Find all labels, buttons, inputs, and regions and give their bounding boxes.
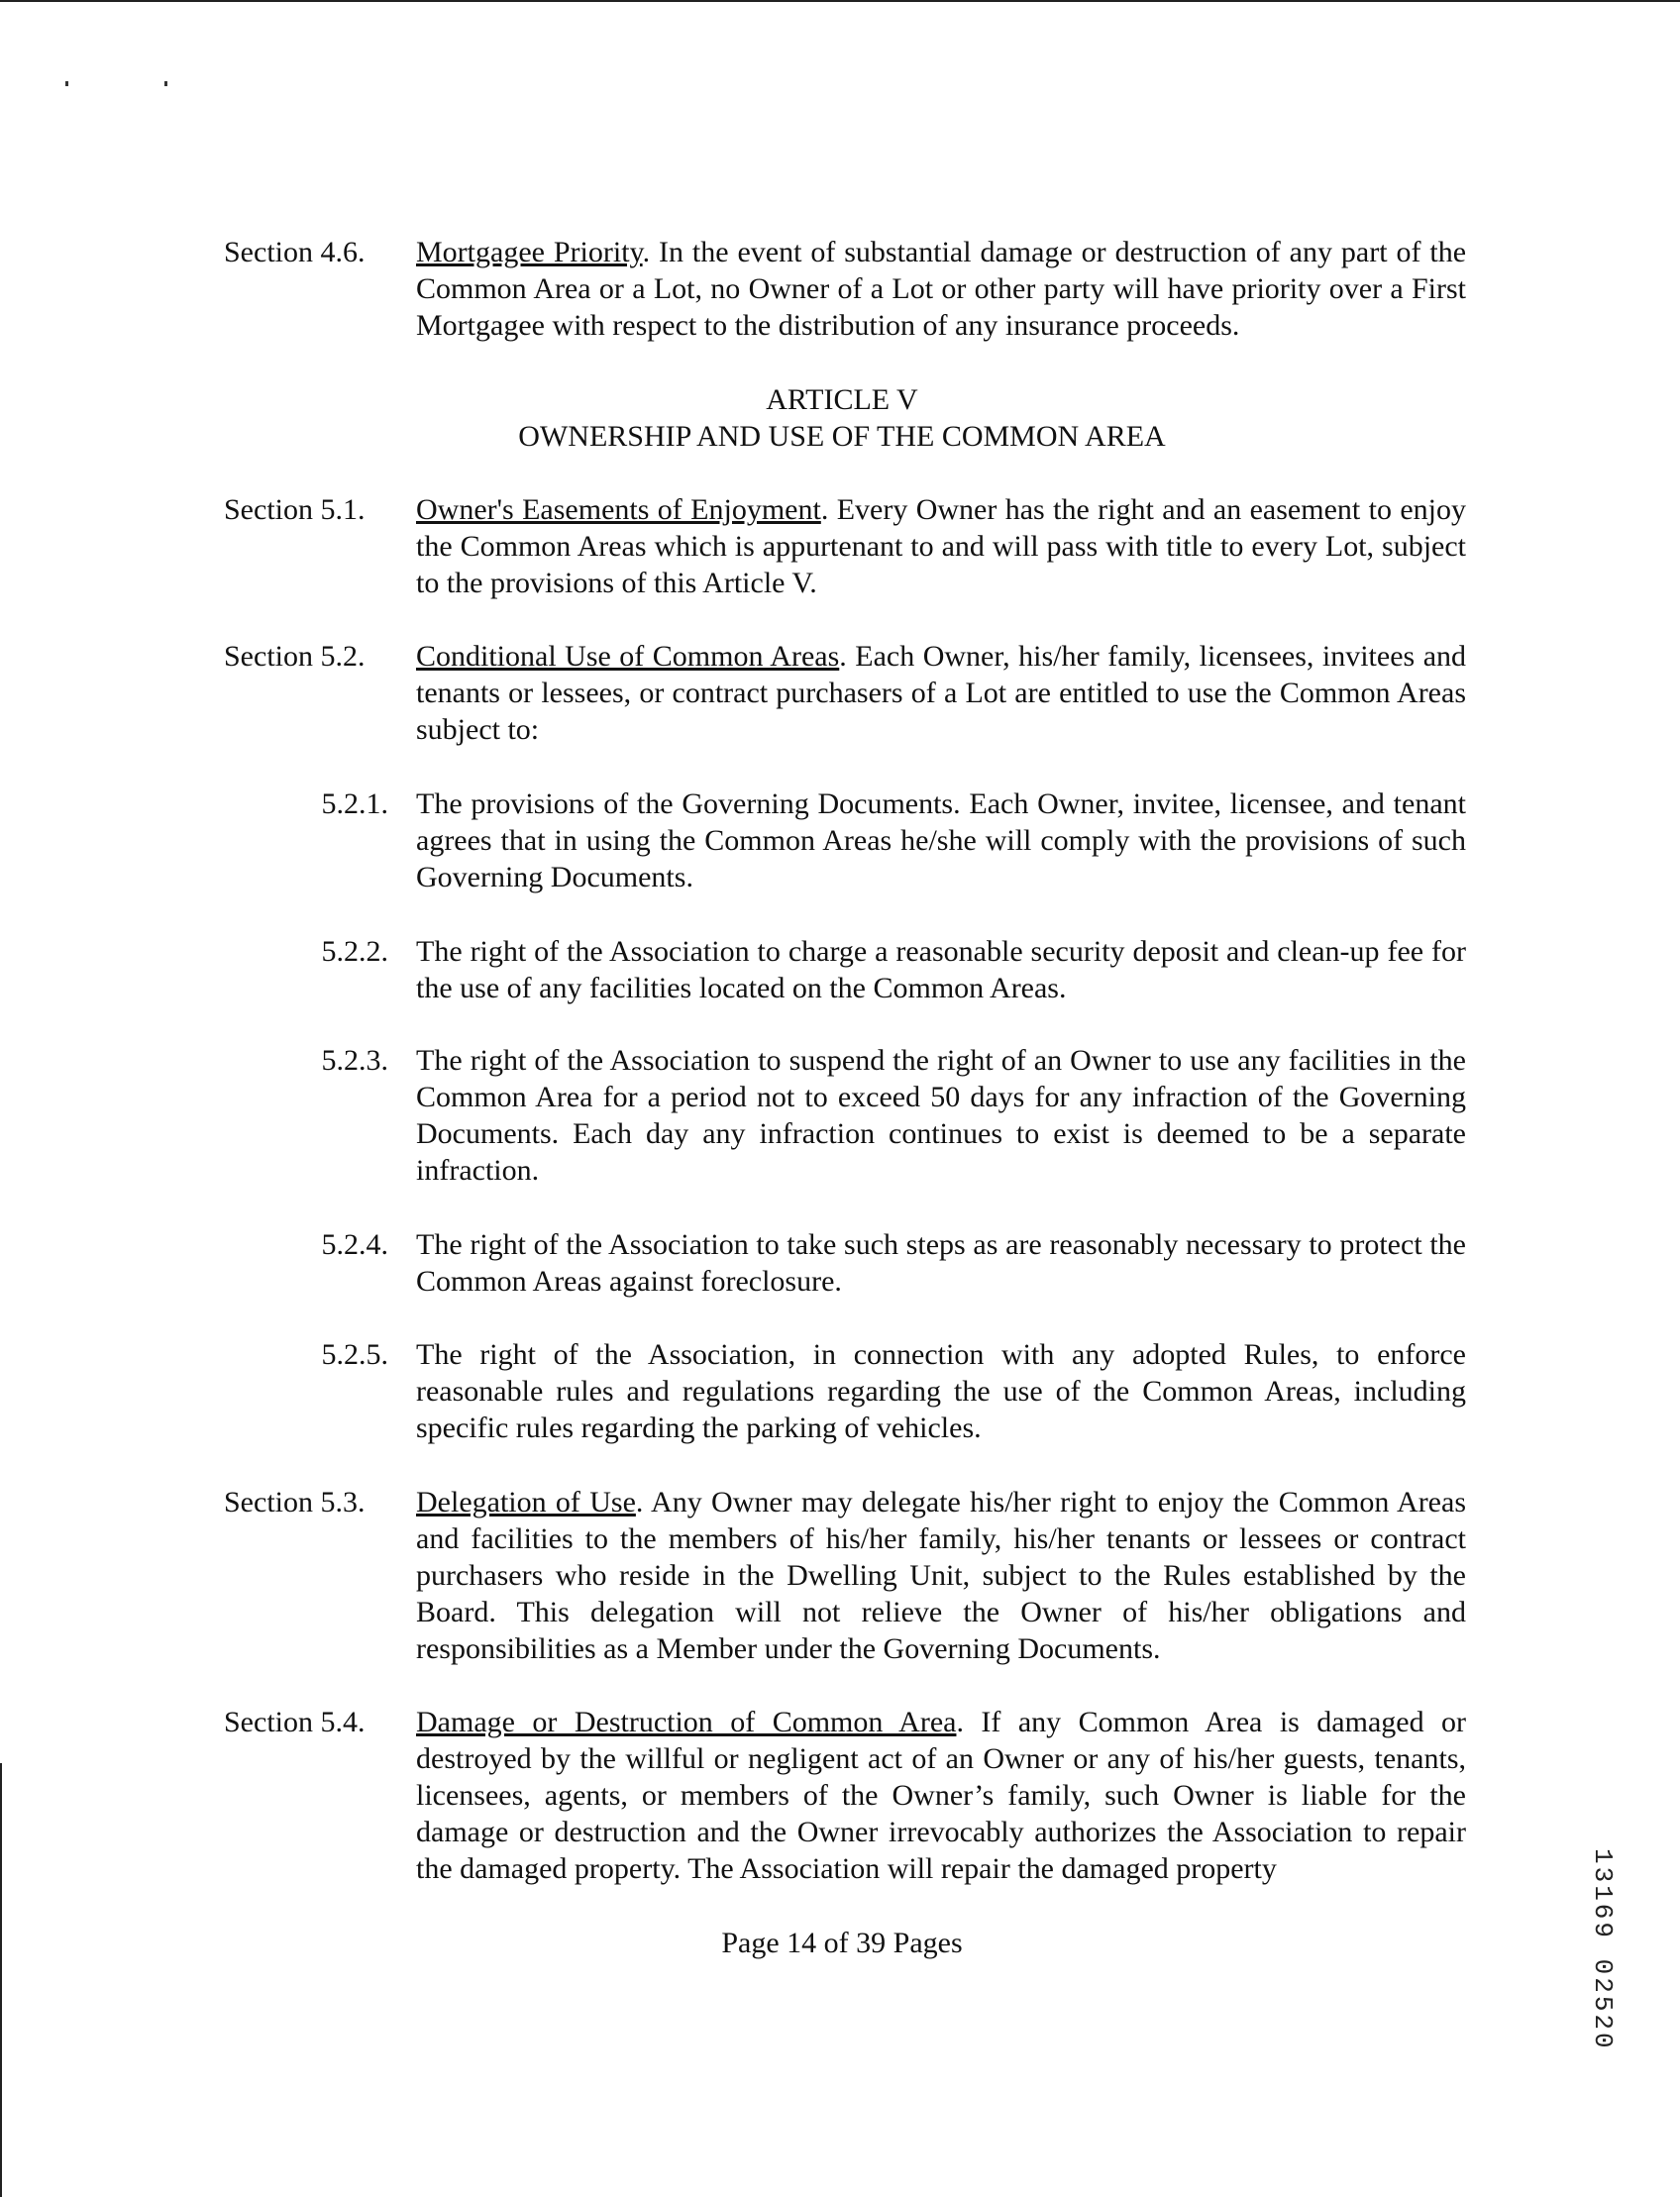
section-text: . If any Common Area is damaged or destroyed by the willful or negligent act of an Owner or any of his/her guests, tenants, licensees, agents, or members of the Owner’s family, such Owner is liable for the damage or destruction and the Owner irrevocably authorizes the Association to repair the damaged property. The Association will repair the damaged property [416, 1706, 1467, 1885]
recording-stamp: 13169 02520 [1588, 1848, 1618, 2051]
subsection-5-2-1 [317, 785, 1466, 895]
section-text: . In the event of substantial damage or destruction of any part of the Common Area or a Lot, no Owner of a Lot or other party will have priority over a First Mortgagee with respect to the distribution of any insurance proceeds. [416, 236, 1467, 342]
section-heading: Delegation of Use [416, 1486, 636, 1518]
article-number: ARTICLE V [766, 383, 918, 416]
scan-speck [65, 81, 68, 86]
scan-left-border [0, 1763, 2, 2197]
subsection-text: The right of the Association to suspend the right of an Owner to use any facilities in the Common Area for a period not to exceed 50 days for any infraction of the Governing Documents. Each day any infraction continues to exist is deemed to be a separate infraction. [416, 1044, 1466, 1187]
section-body [416, 491, 1466, 601]
section-5-3 [224, 1484, 1466, 1667]
section-text: . Any Owner may delegate his/her right to enjoy the Common Areas and facilities to the members of his/her family, his/her tenants or lessees or contract purchasers who reside in the Dwelling Unit, subject to the Rules established by the Board. This delegation will not relieve the Owner of his/her obligations and responsibilities as a Member under the Governing Documents. [416, 1486, 1466, 1665]
subsection-text: The right of the Association to charge a reasonable security deposit and clean-up fee for the use of any facilities located on the Common Areas. [416, 935, 1466, 1004]
article-title: OWNERSHIP AND USE OF THE COMMON AREA [518, 420, 1166, 453]
section-text: . Each Owner, his/her family, licensees, invitees and tenants or lessees, or contract purchasers of a Lot are entitled to use the Common Areas subject to: [416, 640, 1467, 746]
section-label: Section 5.2. [224, 640, 366, 673]
section-text: . Every Owner has the right and an easement to enjoy the Common Areas which is appurtenant to and will pass with title to every Lot, subject to the provisions of this Article V. [416, 493, 1466, 599]
subsection-number: 5.2.2. [321, 935, 388, 968]
scan-top-border [0, 0, 1680, 2]
subsection-number: 5.2.3. [321, 1044, 388, 1077]
subsection-text: The right of the Association, in connection with any adopted Rules, to enforce reasonable rules and regulations regarding the use of the Common Areas, including specific rules regarding the parking of vehicles. [416, 1338, 1466, 1444]
section-label: Section 5.4. [224, 1706, 366, 1738]
section-5-4 [224, 1704, 1466, 1887]
subsection-5-2-4 [317, 1226, 1466, 1300]
subsection-number: 5.2.1. [321, 787, 388, 820]
section-body [416, 234, 1466, 344]
section-5-2 [224, 638, 1466, 748]
subsection-number: 5.2.5. [321, 1338, 388, 1371]
section-4-6 [224, 234, 1466, 344]
page-number-footer: Page 14 of 39 Pages [721, 1927, 963, 1959]
section-heading: Damage or Destruction of Common Area [416, 1706, 957, 1738]
subsection-5-2-3 [317, 1042, 1466, 1189]
section-label: Section 4.6. [224, 236, 366, 268]
article-heading [416, 381, 1268, 455]
subsection-5-2-5 [317, 1336, 1466, 1446]
section-label: Section 5.3. [224, 1486, 366, 1518]
section-heading: Conditional Use of Common Areas [416, 640, 840, 673]
section-heading: Owner's Easements of Enjoyment [416, 493, 821, 526]
section-body [416, 1484, 1466, 1667]
section-heading: Mortgagee Priority [416, 236, 643, 268]
scan-speck [164, 81, 167, 86]
section-label: Section 5.1. [224, 493, 366, 526]
section-body [416, 638, 1466, 748]
section-5-1 [224, 491, 1466, 601]
subsection-5-2-2 [317, 933, 1466, 1006]
subsection-number: 5.2.4. [321, 1228, 388, 1261]
section-body [416, 1704, 1466, 1887]
subsection-text: The provisions of the Governing Documents. Each Owner, invitee, licensee, and tenant agrees that in using the Common Areas he/she will comply with the provisions of such Governing Documents. [416, 787, 1466, 893]
subsection-text: The right of the Association to take such steps as are reasonably necessary to protect the Common Areas against foreclosure. [416, 1228, 1466, 1298]
